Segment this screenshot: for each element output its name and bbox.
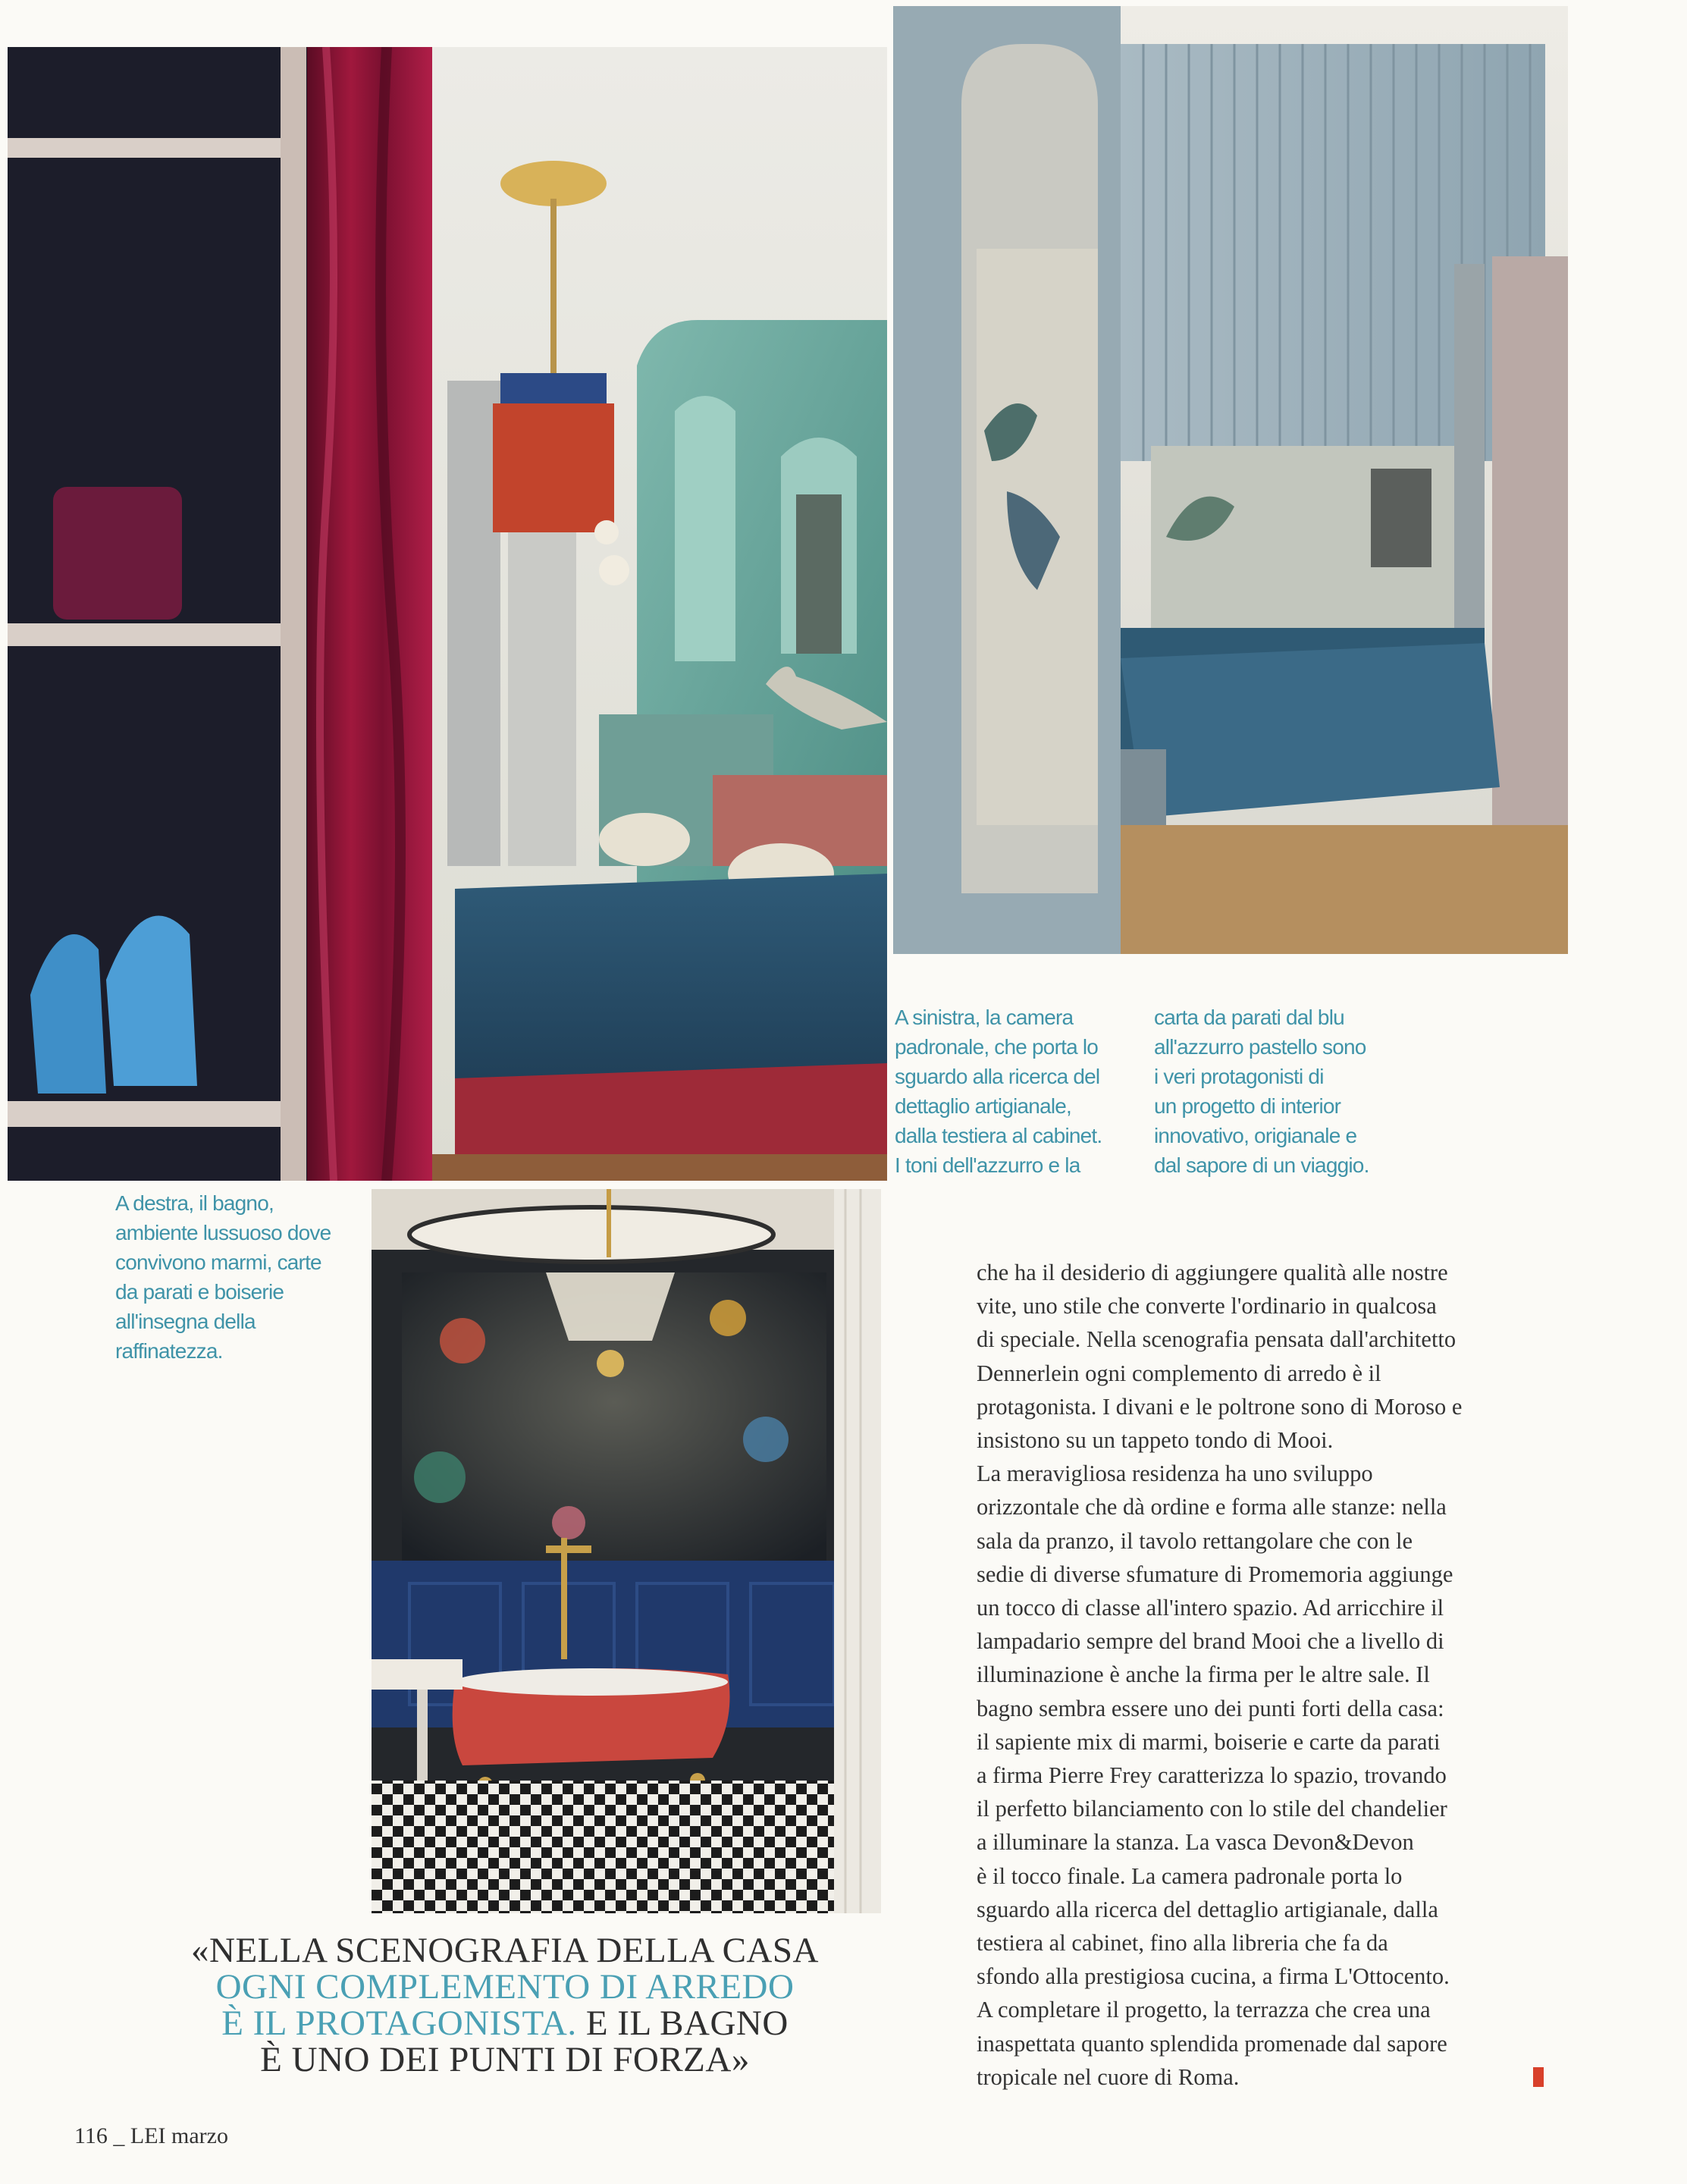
caption-line: convivono marmi, carte xyxy=(115,1250,321,1274)
bedroom-illustration xyxy=(8,47,887,1181)
body-line: lampadario sempre del brand Mooi che a livello di xyxy=(977,1628,1444,1655)
caption-line: raffinatezza. xyxy=(115,1339,223,1363)
body-line: di speciale. Nella scenografia pensata dall'architetto xyxy=(977,1326,1457,1353)
body-line: che ha il desiderio di aggiungere qualità alle nostre xyxy=(977,1260,1448,1285)
pull-quote-line: È UNO DEI PUNTI DI FORZA» xyxy=(260,2040,750,2079)
pull-quote xyxy=(149,1932,861,2078)
body-last-row xyxy=(977,2060,1583,2094)
caption-line: sguardo alla ricerca del xyxy=(895,1065,1100,1088)
caption-line: padronale, che porta lo xyxy=(895,1035,1099,1059)
page-folio: 116 _ LEI marzo xyxy=(74,2123,228,2148)
caption-line: ambiente lussuoso dove xyxy=(115,1221,331,1244)
body-line: il perfetto bilanciamento con lo stile del chandelier xyxy=(977,1796,1447,1822)
body-line: è il tocco finale. La camera padronale porta lo xyxy=(977,1862,1403,1889)
caption-line: all'insegna della xyxy=(115,1310,256,1333)
body-line: insistono su un tappeto tondo di Mooi. xyxy=(977,1427,1334,1454)
body-line: il sapiente mix di marmi, boiserie e carte da parati xyxy=(977,1728,1441,1755)
caption-line: dettaglio artigianale, xyxy=(895,1094,1072,1118)
body-line: La meravigliosa residenza ha uno sviluppo xyxy=(977,1461,1373,1487)
body-line: illuminazione è anche la firma per le altre sale. Il xyxy=(977,1662,1430,1688)
daybed-illustration xyxy=(893,6,1568,954)
pull-quote-line: «NELLA SCENOGRAFIA DELLA CASA xyxy=(191,1931,819,1970)
caption-line: carta da parati dal blu xyxy=(1154,1006,1344,1029)
caption-line: da parati e boiserie xyxy=(115,1280,284,1304)
bathroom-photo xyxy=(372,1189,881,1913)
body-line: a firma Pierre Frey caratterizza lo spazio, trovando xyxy=(977,1762,1447,1789)
caption-line: A sinistra, la camera xyxy=(895,1006,1074,1029)
pull-quote-line xyxy=(149,2005,861,2041)
daybed-photo xyxy=(893,6,1568,954)
body-line: Dennerlein ogni complemento di arredo è il xyxy=(977,1360,1381,1386)
body-line: bagno sembra essere uno dei punti forti della casa: xyxy=(977,1695,1444,1721)
caption-line: dal sapore di un viaggio. xyxy=(1154,1153,1369,1177)
caption-line: innovativo, origianale e xyxy=(1154,1124,1357,1147)
caption-line: un progetto di interior xyxy=(1154,1094,1341,1118)
body-line: sfondo alla prestigiosa cucina, a firma L'Ottocento. xyxy=(977,1963,1450,1990)
body-line: orizzontale che dà ordine e forma alle stanze: nella xyxy=(977,1494,1447,1520)
caption-line: i veri protagonisti di xyxy=(1154,1065,1324,1088)
caption-line: dalla testiera al cabinet. xyxy=(895,1124,1102,1147)
caption-line: all'azzurro pastello sono xyxy=(1154,1035,1366,1059)
caption-line: I toni dell'azzurro e la xyxy=(895,1153,1080,1177)
caption-bedroom-left xyxy=(895,1003,1152,1180)
body-line: sala da pranzo, il tavolo rettangolare che con le xyxy=(977,1527,1413,1554)
caption-line: A destra, il bagno, xyxy=(115,1191,274,1215)
body-line: a illuminare la stanza. La vasca Devon&Devon xyxy=(977,1829,1414,1856)
body-line: sedie di diverse sfumature di Promemoria aggiunge xyxy=(977,1561,1453,1587)
body-line: protagonista. I divani e le poltrone sono di Moroso e xyxy=(977,1393,1463,1420)
pull-quote-line: OGNI COMPLEMENTO DI ARREDO xyxy=(215,1967,795,2007)
body-line: inaspettata quanto splendida promenade dal sapore xyxy=(977,2030,1447,2057)
pull-quote-accent: È IL PROTAGONISTA. xyxy=(221,2004,577,2043)
article-body xyxy=(977,1256,1583,2094)
body-line: un tocco di classe all'intero spazio. Ad arricchire il xyxy=(977,1595,1444,1621)
body-line: testiera al cabinet, fino alla libreria che fa da xyxy=(977,1930,1388,1956)
body-line: A completare il progetto, la terrazza che crea una xyxy=(977,1997,1431,2023)
bathroom-illustration xyxy=(372,1189,881,1913)
caption-bedroom-right xyxy=(1154,1003,1427,1180)
body-line: sguardo alla ricerca del dettaglio artigianale, dalla xyxy=(977,1896,1438,1922)
bedroom-photo xyxy=(8,47,887,1181)
caption-bathroom xyxy=(115,1188,343,1366)
body-line: vite, uno stile che converte l'ordinario in qualcosa xyxy=(977,1293,1437,1320)
pull-quote-tail: E IL BAGNO xyxy=(576,2004,789,2043)
end-of-article-mark xyxy=(1533,2067,1544,2087)
body-line: tropicale nel cuore di Roma. xyxy=(977,2063,1240,2090)
